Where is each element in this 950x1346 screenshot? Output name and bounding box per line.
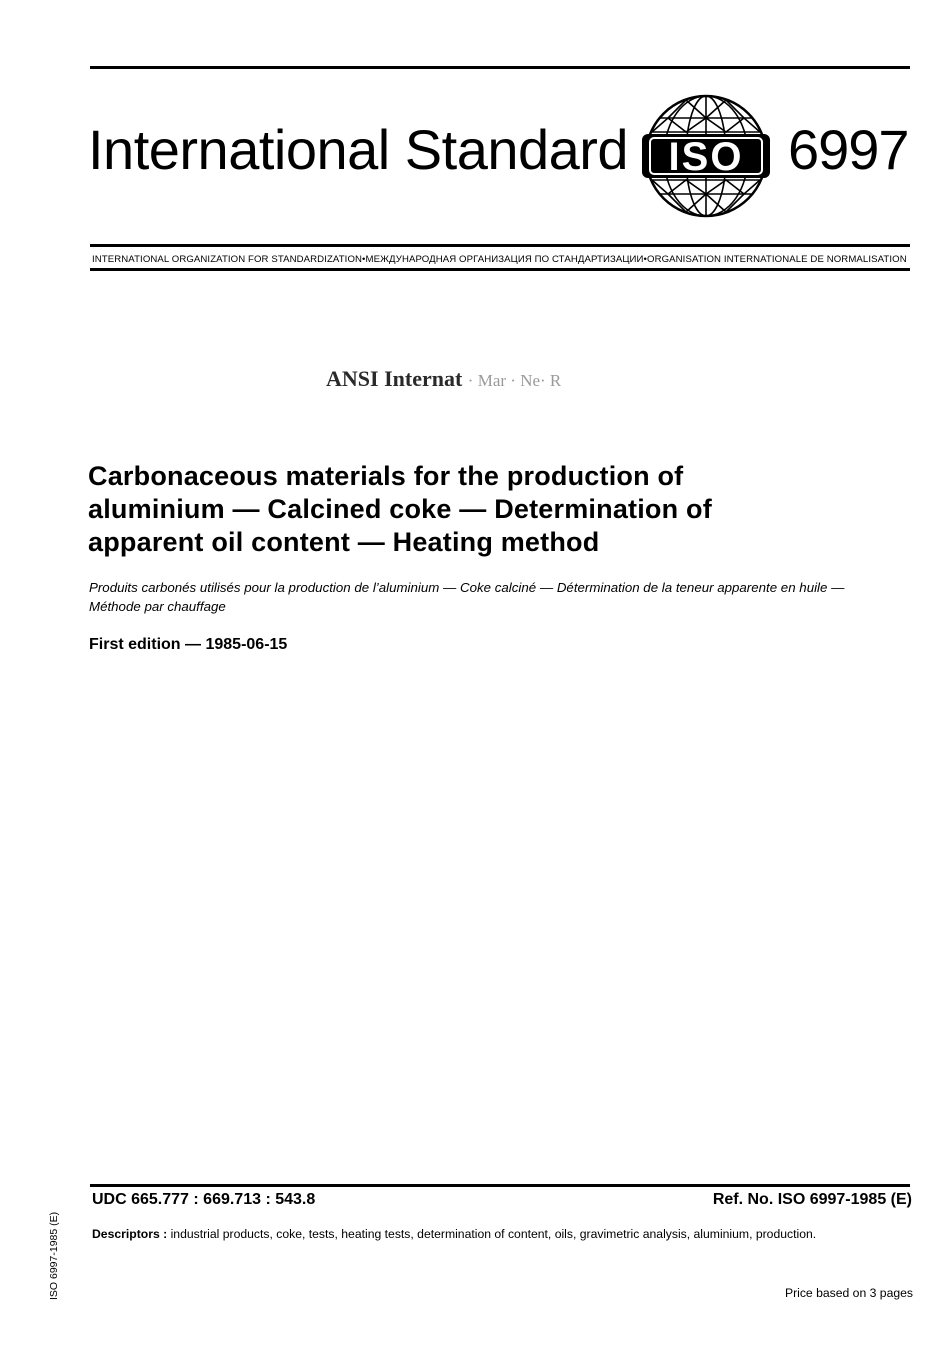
french-title-line: Produits carbonés utilisés pour la production de l’aluminium — Coke calciné — Détermination de la teneur apparente en huile — bbox=[89, 580, 845, 595]
banner-rule-bottom bbox=[90, 268, 910, 271]
document-title bbox=[88, 460, 848, 559]
descriptors-label: Descriptors : bbox=[92, 1227, 168, 1241]
watermark-text: ANSI Internat bbox=[326, 366, 463, 391]
reference-number: Ref. No. ISO 6997-1985 (E) bbox=[712, 1191, 912, 1208]
top-rule bbox=[90, 66, 910, 69]
title-line: aluminium — Calcined coke — Determination of bbox=[88, 494, 712, 524]
header-title: International Standard bbox=[88, 118, 629, 181]
side-label: ISO 6997-1985 (E) bbox=[48, 1211, 60, 1300]
iso-logo bbox=[638, 88, 774, 224]
edition-dash: — bbox=[185, 636, 202, 653]
title-line: apparent oil content — Heating method bbox=[88, 527, 600, 557]
edition-label: First edition bbox=[89, 636, 181, 653]
organization-banner: INTERNATIONAL ORGANIZATION FOR STANDARDIZATION•МЕЖДУНАРОДНАЯ ОРГАНИЗАЦИЯ ПО СТАНДАРТИЗАЦИИ•ORGANISATION INTERNATIONALE DE NORMALISATION bbox=[92, 254, 907, 265]
price-note: Price based on 3 pages bbox=[784, 1286, 913, 1300]
banner-rule-top bbox=[90, 244, 910, 247]
edition bbox=[89, 636, 287, 654]
edition-date: 1985-06-15 bbox=[205, 636, 288, 653]
udc-code: UDC 665.777 : 669.713 : 543.8 bbox=[92, 1191, 316, 1208]
title-line: Carbonaceous materials for the production of bbox=[88, 461, 684, 491]
watermark-stamp bbox=[326, 366, 561, 392]
french-title bbox=[89, 578, 919, 616]
descriptors bbox=[92, 1227, 922, 1241]
standard-number: 6997 bbox=[788, 118, 909, 181]
iso-logo-text: ISO bbox=[668, 135, 744, 179]
watermark-faint-text: · Mar · Ne· R bbox=[467, 371, 562, 390]
descriptors-text: industrial products, coke, tests, heating tests, determination of content, oils, gravimetric analysis, aluminium, production. bbox=[170, 1227, 817, 1241]
french-title-line: Méthode par chauffage bbox=[89, 599, 226, 614]
footer-rule bbox=[90, 1184, 910, 1187]
